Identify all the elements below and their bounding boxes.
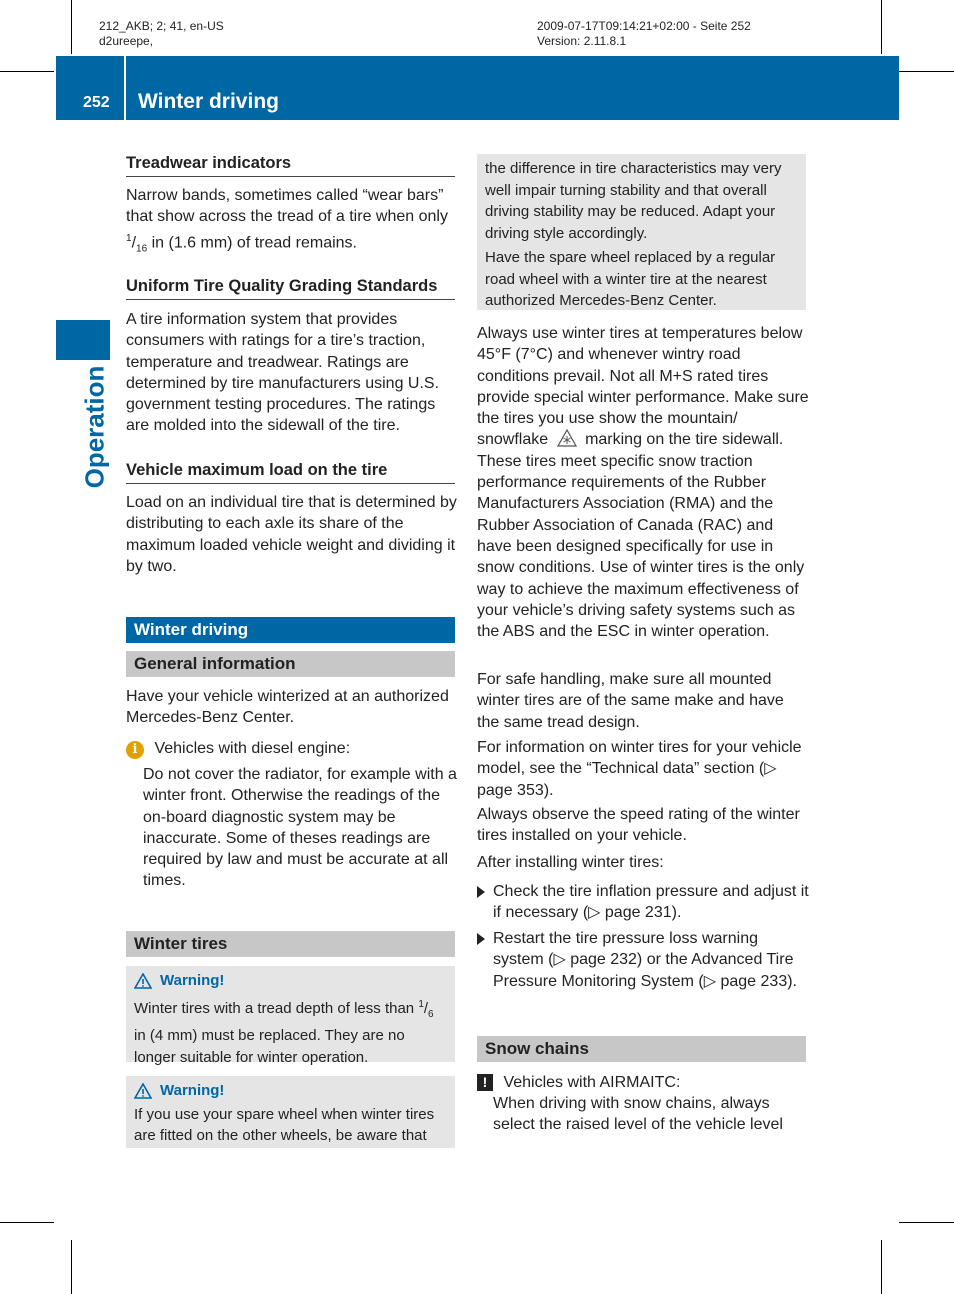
bullet-arrow-icon xyxy=(477,933,485,945)
bullet-item xyxy=(477,928,809,992)
caution-note-label: Vehicles with AIRMAITC: xyxy=(503,1074,681,1091)
bullet-item xyxy=(477,881,809,924)
warning-continued-text: the difference in tire characteristics may very well impair turning stability and that overall driving stability may be reduced. Adapt your driving style accordingly. xyxy=(485,160,782,242)
warning-header xyxy=(134,970,447,992)
general-info-text: Have your vehicle winterized at an authorized Mercedes-Benz Center. xyxy=(126,688,449,727)
warning-continued-box xyxy=(477,154,806,310)
warning-continued-text: Have the spare wheel replaced by a regular road wheel with a winter tire at the nearest authorized Mercedes-Benz Center. xyxy=(485,249,776,309)
crop-mark xyxy=(71,0,72,54)
bullet-text: Check the tire inflation pressure and adjust it if necessary (▷ page 231). xyxy=(493,883,809,922)
bullet-arrow-icon xyxy=(477,886,485,898)
winter-driving-section-title: Winter driving xyxy=(134,620,249,639)
warning-text-b: in (4 mm) must be replaced. They are no longer suitable for winter operation. xyxy=(134,1027,405,1066)
snow-chains-section-bar xyxy=(477,1036,806,1062)
side-tab-marker xyxy=(56,320,110,360)
crop-mark xyxy=(0,1222,54,1223)
paragraph: Always observe the speed rating of the winter tires installed on your vehicle. xyxy=(477,806,800,845)
warning-box xyxy=(126,966,455,1066)
exclamation-icon: ! xyxy=(477,1074,493,1091)
meta-line: Version: 2.11.8.1 xyxy=(537,34,627,48)
utqgs-heading: Uniform Tire Quality Grading Standards xyxy=(126,277,455,300)
meta-line: 2009-07-17T09:14:21+02:00 - Seite 252 xyxy=(537,19,751,33)
warning-text: If you use your spare wheel when winter tires are fitted on the other wheels, be aware that xyxy=(134,1105,435,1144)
info-note-label: Vehicles with diesel engine: xyxy=(154,740,351,757)
utqgs-text: A tire information system that provides consumers with ratings for a tire’s traction, temperature and treadwear. Ratings are determined by tire manufacturers using U.S. government testing procedures. The ratings are molded into the sidewall of the tire. xyxy=(126,311,440,435)
fraction-denominator: 16 xyxy=(136,243,148,255)
warning-title: Warning! xyxy=(160,972,225,989)
page-title: Winter driving xyxy=(138,90,279,113)
crop-mark xyxy=(899,1222,954,1223)
paragraph-text: marking on the tire sidewall. These tires meet specific snow traction performance requirements of the Rubber Manufacturers Association (RMA) and the Rubber Association of Canada (RAC) and have been designed specifically for use in snow conditions. Use of winter tires is the only way to achieve the maximum effectiveness of your vehicle’s driving safety systems such as the ABS and the ESC in winter operation. xyxy=(477,431,805,641)
caution-note-text: When driving with snow chains, always select the raised level of the vehicle level xyxy=(493,1095,783,1134)
crop-mark xyxy=(881,1240,882,1294)
treadwear-heading: Treadwear indicators xyxy=(126,154,455,177)
winter-driving-section-bar xyxy=(126,617,455,643)
side-tab xyxy=(79,365,110,489)
side-tab-label: Operation xyxy=(79,365,110,489)
treadwear-text: Narrow bands, sometimes called “wear bars” that show across the tread of a tire when only $^1/_{16}$ in (1.6 mm) of tread remains. xyxy=(126,187,448,255)
general-info-section-title: General information xyxy=(134,654,296,673)
bullet-text: Restart the tire pressure loss warning system (▷ page 232) or the Advanced Tire Pressure Monitoring System (▷ page 233). xyxy=(493,930,797,990)
warning-title: Warning! xyxy=(160,1082,225,1099)
general-info-section-bar xyxy=(126,651,455,677)
warning-triangle-icon xyxy=(134,1083,152,1099)
fraction-numerator: 1 xyxy=(126,232,132,244)
treadwear-text-b: in (1.6 mm) of tread remains. xyxy=(147,233,357,251)
max-load-heading: Vehicle maximum load on the tire xyxy=(126,461,455,484)
mountain-snowflake-icon xyxy=(557,429,577,447)
paragraph: For information on winter tires for your vehicle model, see the “Technical data” section (▷ page 353). xyxy=(477,739,802,799)
print-meta-left xyxy=(99,19,224,49)
caution-note xyxy=(477,1072,809,1093)
crop-mark xyxy=(881,0,882,54)
winter-tires-section-title: Winter tires xyxy=(134,934,228,953)
treadwear-text-a: Narrow bands, sometimes called “wear bars” that show across the tread of a tire when only xyxy=(126,187,448,226)
crop-mark xyxy=(0,71,54,72)
fraction-numerator: 1 xyxy=(418,998,424,1010)
crop-mark xyxy=(899,71,954,72)
paragraph-text: Always use winter tires at temperatures below 45°F (7°C) and whenever wintry road conditions prevail. Not all M+S rated tires provide special winter performance. Make sure the tires you use show the mountain/ snowflake xyxy=(477,325,809,449)
meta-line: 212_AKB; 2; 41, en-US xyxy=(99,19,224,33)
print-meta-right xyxy=(537,19,751,49)
winter-tires-section-bar xyxy=(126,931,455,957)
fraction-denominator: 6 xyxy=(428,1008,434,1020)
meta-line: d2ureepe, xyxy=(99,34,154,48)
winter-tires-paragraph xyxy=(477,323,809,642)
warning-text: Winter tires with a tread depth of less than $^1/_6$ in (4 mm) must be replaced. They are no longer suitable for winter operation. xyxy=(134,998,434,1066)
header-divider xyxy=(124,56,126,120)
max-load-text: Load on an individual tire that is determined by distributing to each axle its share of the maximum loaded vehicle weight and dividing it by two. xyxy=(126,494,457,575)
info-note-text: Do not cover the radiator, for example with a winter front. Otherwise the readings of the on-board diagnostic system may be inaccurate. Some of theses readings are required by law and must be accurate at all times. xyxy=(143,766,457,890)
warning-header xyxy=(134,1080,447,1102)
info-note xyxy=(126,738,458,759)
info-icon: i xyxy=(126,741,144,759)
warning-box xyxy=(126,1076,455,1148)
warning-text-a: Winter tires with a tread depth of less than xyxy=(134,999,419,1017)
page-number: 252 xyxy=(83,94,110,111)
paragraph: For safe handling, make sure all mounted winter tires are of the same make and have the same tread design. xyxy=(477,671,784,731)
crop-mark xyxy=(71,1240,72,1294)
page-header xyxy=(56,56,899,120)
warning-triangle-icon xyxy=(134,973,152,989)
snow-chains-section-title: Snow chains xyxy=(485,1039,589,1058)
paragraph: After installing winter tires: xyxy=(477,854,664,871)
